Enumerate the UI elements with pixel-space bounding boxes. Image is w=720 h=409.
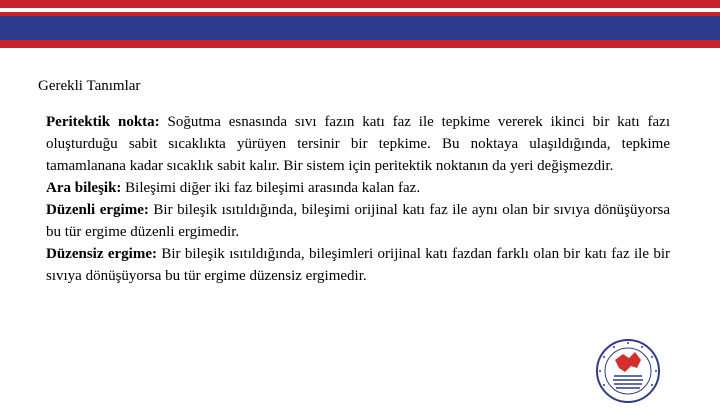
definition-term: Ara bileşik: (46, 180, 122, 196)
definition-text: Bir bileşik ısıtıldığında, bileşimleri orijinal katı fazdan farklı olan bir katı faz ile bir sıvıya dönüşüyorsa bu tür ergime düzensiz ergimedir. (46, 246, 670, 284)
seal-inner-ring (605, 348, 651, 394)
definition-intermediate-compound (46, 177, 670, 199)
seal-graphic (595, 338, 661, 404)
definition-peritectic-point (46, 111, 670, 177)
header-band-bottom (0, 40, 720, 48)
definition-text: Bir bileşik ısıtıldığında, bileşimi orijinal katı faz ile aynı olan bir sıvıya dönüşüyorsa bu tür ergime düzenli ergimedir. (46, 202, 670, 240)
header-band-top (0, 0, 720, 8)
university-seal-icon (595, 338, 661, 404)
definition-incongruent-melting (46, 243, 670, 287)
definition-congruent-melting (46, 199, 670, 243)
definition-term: Peritektik nokta: (46, 114, 160, 130)
definitions-list (46, 111, 670, 287)
header-band-blue (0, 16, 720, 40)
definition-term: Düzenli ergime: (46, 202, 149, 218)
definition-term: Düzensiz ergime: (46, 246, 157, 262)
slide-title: Gerekli Tanımlar (38, 78, 141, 94)
definition-text: Bileşimi diğer iki faz bileşimi arasında kalan faz. (121, 180, 421, 196)
definition-text: Soğutma esnasında sıvı fazın katı faz ile tepkime vererek ikinci bir katı fazı oluşturduğu sabit sıcaklıkta yürüyen tersinir bir tepkime. Bu noktaya ulaşıldığında, tepkime tamamlanana kadar sıcaklık sabit kalır. Bir sistem için peritektik noktanın da yeri değişmezdir. (46, 114, 671, 174)
